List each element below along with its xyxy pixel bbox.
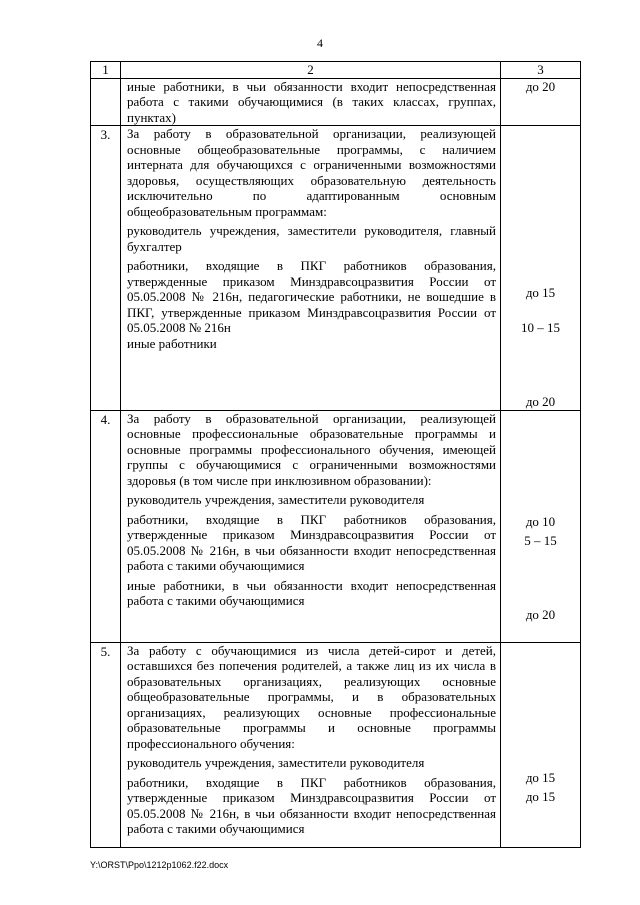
row-description [121, 78, 501, 126]
row-number: 5. [91, 642, 121, 847]
header-col-1: 1 [91, 62, 121, 79]
header-col-2: 2 [121, 62, 501, 79]
row3-item-1: руководитель учреждения, заместители руководителя, главный бухгалтер [127, 223, 496, 254]
table-row-4 [91, 410, 581, 642]
row3-intro: За работу в образовательной организации, реализующей основные общеобразовательные программы, с наличием интерната для обучающихся с ограниченными возможностями здоровья, осуществляющих образовательную деятельность исключительно по адаптированным основным общеобразовательным программам: [127, 126, 496, 219]
row5-item-1: руководитель учреждения, заместители руководителя [127, 755, 425, 770]
row0-text: иные работники, в чьи обязанности входит непосредственная работа с такими обучающимися (в таких классах, группах, пунктах) [127, 78, 496, 125]
row3-value-3: до 20 [525, 394, 556, 409]
row-value-cell [501, 78, 581, 126]
row-description [121, 126, 501, 411]
row0-value: до 20 [525, 78, 556, 94]
row-number [91, 78, 121, 126]
row-value-cell [501, 410, 581, 642]
row5-value-2: до 15 [525, 789, 556, 804]
row-number: 3. [91, 126, 121, 411]
row3-item-2: работники, входящие в ПКГ работников образования, утвержденные приказом Минздравсоцразвития России от 05.05.2008 № 216н, педагогические работники, не вошедшие в ПКГ, утвержденные приказом Минздравсоцразвития России от 05.05.2008 № 216н [127, 258, 496, 335]
table-row-5 [91, 642, 581, 847]
row3-value-1: до 15 [525, 285, 556, 300]
row-value-cell [501, 642, 581, 847]
page-number: 4 [317, 36, 323, 50]
row-number: 4. [91, 410, 121, 642]
row5-value-1: до 15 [525, 769, 556, 785]
table-header-row [91, 62, 581, 79]
table-row [91, 78, 581, 126]
row3-item-3: иные работники [127, 335, 217, 351]
row-value-cell [501, 126, 581, 411]
row-description [121, 642, 501, 847]
row4-value-2: 5 – 15 [524, 533, 557, 548]
row4-intro: За работу в образовательной организации, реализующей основные профессиональные образовательные программы и основные программы профессионального обучения, имеющей группы с обучающимися с ограниченными возможностями здоровья (в том числе при инклюзивном образовании): [127, 410, 496, 488]
row4-value-1: до 10 [525, 513, 556, 529]
row4-value-3: до 20 [525, 606, 556, 622]
row-description [121, 410, 501, 642]
allowance-table [90, 61, 581, 848]
row3-value-2: 10 – 15 [521, 319, 560, 335]
table-row-3 [91, 126, 581, 411]
footer-file-path: Y:\ORST\Ppo\1212p1062.f22.docx [90, 860, 229, 870]
header-col-3: 3 [501, 62, 581, 79]
row4-item-3: иные работники, в чьи обязанности входит непосредственная работа с такими обучающимися [127, 577, 496, 608]
row5-intro: За работу с обучающимися из числа детей-сирот и детей, оставшихся без попечения родителей, а также лиц из их числа в образовательных организациях, реализующих основные общеобразовательные программы, и в образовательных организациях, реализующих основные профессиональные образовательные программы и основные программы профессионального обучения: [127, 642, 496, 751]
row4-item-2: работники, входящие в ПКГ работников образования, утвержденные приказом Минздравсоцразвития России от 05.05.2008 № 216н, в чьи обязанности входит непосредственная работа с такими обучающимися [127, 511, 496, 573]
row5-item-2: работники, входящие в ПКГ работников образования, утвержденные приказом Минздравсоцразвития России от 05.05.2008 № 216н, в чьи обязанности входит непосредственная работа с такими обучающимися [127, 774, 496, 836]
row4-item-1: руководитель учреждения, заместители руководителя [127, 492, 425, 507]
